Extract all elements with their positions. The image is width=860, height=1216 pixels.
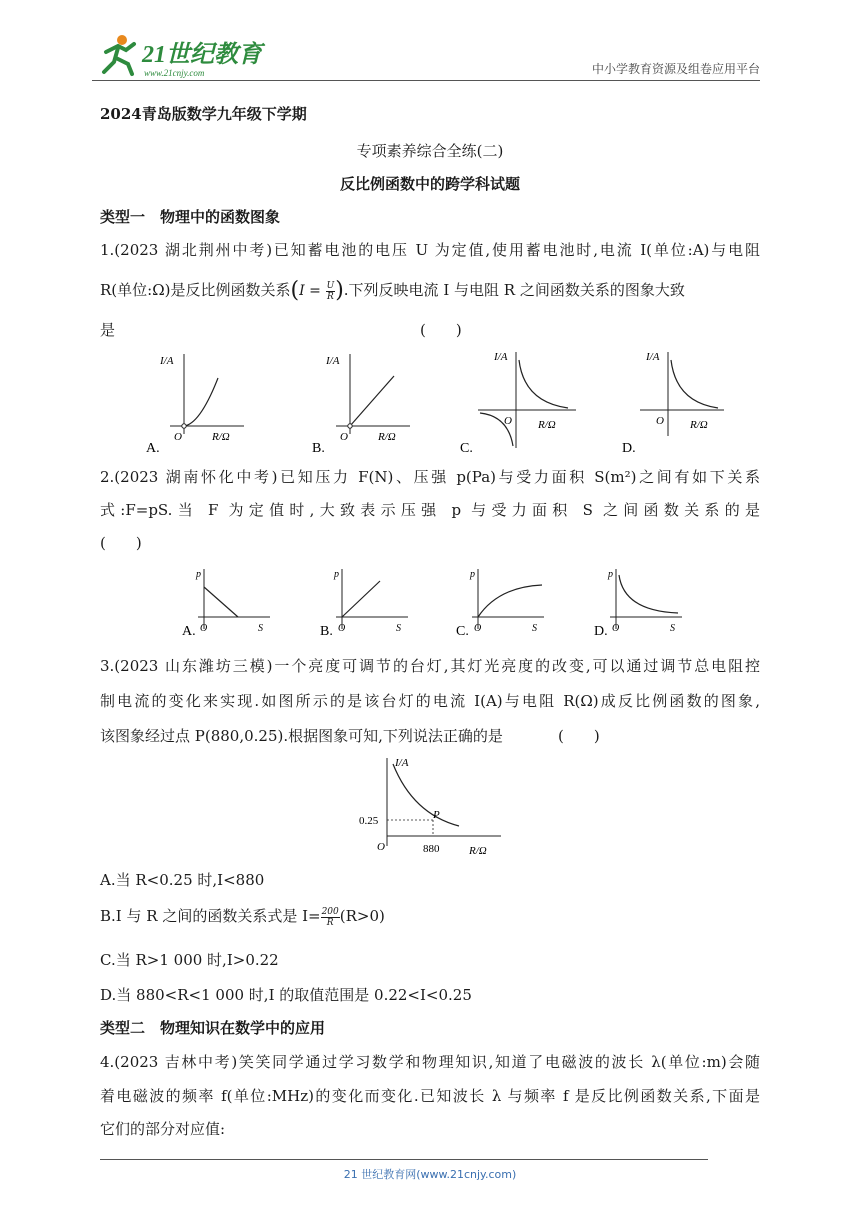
- formula-fraction: [326, 281, 336, 302]
- svg-text:R/Ω: R/Ω: [690, 419, 708, 431]
- q1-line3: 是: [100, 321, 116, 339]
- formula-lhs: I =: [299, 283, 321, 299]
- svg-text:S: S: [532, 623, 537, 634]
- q3-option-b-post: (R>0): [339, 907, 385, 925]
- svg-text:O: O: [504, 415, 512, 427]
- svg-text:A.: A.: [146, 441, 160, 456]
- svg-text:p: p: [334, 569, 339, 580]
- svg-text:I/A: I/A: [160, 355, 174, 367]
- subtitle: 专项素养综合全练(二): [356, 142, 504, 160]
- q2-graph-c: [452, 565, 552, 641]
- q3-option-b-fraction: [321, 907, 340, 928]
- q4-line1: 4.(2023 吉林中考)笑笑同学通过学习数学和物理知识,知道了电磁波的波长 λ(单位:m)会随: [100, 1053, 760, 1071]
- svg-text:O: O: [474, 623, 482, 634]
- header-divider: [92, 80, 760, 81]
- svg-text:O: O: [377, 841, 385, 853]
- svg-text:O: O: [612, 623, 620, 634]
- svg-text:O: O: [340, 431, 348, 443]
- svg-text:S: S: [396, 623, 401, 634]
- svg-text:R/Ω: R/Ω: [469, 845, 487, 857]
- logo-text: 21世纪教育: [142, 42, 262, 68]
- logo-url: www.21cnjy.com: [144, 68, 205, 78]
- doc-title: 反比例函数中的跨学科试题: [339, 175, 520, 193]
- q2-answer-paren: ( ): [100, 534, 142, 552]
- q1-graph-b: [306, 346, 416, 456]
- svg-text:O: O: [200, 623, 208, 634]
- svg-text:O: O: [174, 431, 182, 443]
- svg-text:I/A: I/A: [395, 757, 409, 769]
- footer-link[interactable]: 21 世纪教育网(www.21cnjy.com): [343, 1168, 517, 1181]
- site-logo: [92, 28, 272, 84]
- svg-text:I/A: I/A: [646, 351, 660, 363]
- q3-option-c: C.当 R>1 000 时,I>0.22: [100, 951, 279, 969]
- svg-text:B.: B.: [320, 624, 333, 639]
- svg-text:p: p: [608, 569, 613, 580]
- section-one-title: 类型一 物理中的函数图象: [100, 208, 281, 226]
- svg-text:O: O: [656, 415, 664, 427]
- q2-graph-b: [316, 565, 416, 641]
- svg-text:880: 880: [423, 843, 440, 855]
- q3-graph: [355, 754, 505, 858]
- svg-text:R/Ω: R/Ω: [378, 431, 396, 443]
- q2-graph-a: [178, 565, 278, 641]
- svg-text:C.: C.: [460, 441, 473, 456]
- svg-text:0.25: 0.25: [359, 815, 379, 827]
- q3-option-d: D.当 880<R<1 000 时,I 的取值范围是 0.22<I<0.25: [100, 986, 472, 1004]
- q1-line1: 1.(2023 湖北荆州中考)已知蓄电池的电压 U 为定值,使用蓄电池时,电流 I(单位:A)与电阻: [100, 241, 760, 259]
- q3-line1: 3.(2023 山东潍坊三模)一个亮度可调节的台灯,其灯光亮度的改变,可以通过调节总电阻控: [100, 657, 760, 675]
- q3-answer-paren: ( ): [558, 727, 600, 745]
- q1-graph-a: [140, 346, 250, 456]
- q4-line2: 着电磁波的频率 f(单位:MHz)的变化而变化.已知波长 λ 与频率 f 是反比例函数关系,下面是: [100, 1087, 760, 1105]
- q1-answer-paren: ( ): [420, 321, 462, 339]
- svg-text:C.: C.: [456, 624, 469, 639]
- q2-line1: 2.(2023 湖南怀化中考)已知压力 F(N)、压强 p(Pa)与受力面积 S(m²)之间有如下关系: [100, 468, 760, 486]
- q1-line2: [100, 280, 685, 302]
- q1-line2-post: .下列反映电流 I 与电阻 R 之间函数关系的图象大致: [343, 281, 685, 299]
- q4-line3: 它们的部分对应值:: [100, 1120, 226, 1138]
- q3-line2: 制电流的变化来实现.如图所示的是该台灯的电流 I(A)与电阻 R(Ω)成反比例函数的图象,: [100, 692, 760, 710]
- platform-name: 中小学教育资源及组卷应用平台: [591, 62, 760, 76]
- svg-text:B.: B.: [312, 441, 325, 456]
- formula-bracket-right: ): [335, 278, 344, 303]
- svg-text:D.: D.: [594, 624, 608, 639]
- q3-option-b-num: 200: [321, 906, 339, 917]
- svg-text:R/Ω: R/Ω: [538, 419, 556, 431]
- q2-graph-d: [590, 565, 690, 641]
- formula-bracket-left: (: [290, 278, 300, 303]
- svg-text:S: S: [670, 623, 675, 634]
- svg-text:S: S: [258, 623, 263, 634]
- grade-title: 2024青岛版数学九年级下学期: [100, 105, 307, 123]
- q3-option-a: A.当 R<0.25 时,I<880: [100, 871, 265, 889]
- svg-text:I/A: I/A: [326, 355, 340, 367]
- svg-text:I/A: I/A: [494, 351, 508, 363]
- q3-option-b: [100, 906, 385, 928]
- svg-text:O: O: [338, 623, 346, 634]
- runner-icon: [104, 35, 134, 74]
- svg-text:A.: A.: [182, 624, 196, 639]
- q1-graph-d: [620, 346, 730, 456]
- q1-graph-c: [458, 346, 578, 456]
- q3-option-b-pre: B.I 与 R 之间的函数关系式是 I=: [100, 907, 321, 925]
- svg-text:D.: D.: [622, 441, 636, 456]
- formula-den: R: [327, 291, 334, 302]
- footer-divider: [100, 1159, 708, 1160]
- section-two-title: 类型二 物理知识在数学中的应用: [100, 1019, 326, 1037]
- svg-text:p: p: [470, 569, 475, 580]
- q3-line3: 该图象经过点 P(880,0.25).根据图象可知,下列说法正确的是: [100, 727, 503, 745]
- svg-text:P: P: [433, 809, 440, 821]
- q3-option-b-den: R: [326, 917, 334, 928]
- svg-text:p: p: [196, 569, 201, 580]
- formula-num: U: [326, 280, 335, 291]
- svg-text:R/Ω: R/Ω: [212, 431, 230, 443]
- q1-line2-pre: R(单位:Ω)是反比例函数关系: [100, 281, 291, 299]
- q2-line2: 式:F=pS.当 F 为定值时,大致表示压强 p 与受力面积 S 之间函数关系的是: [100, 501, 760, 519]
